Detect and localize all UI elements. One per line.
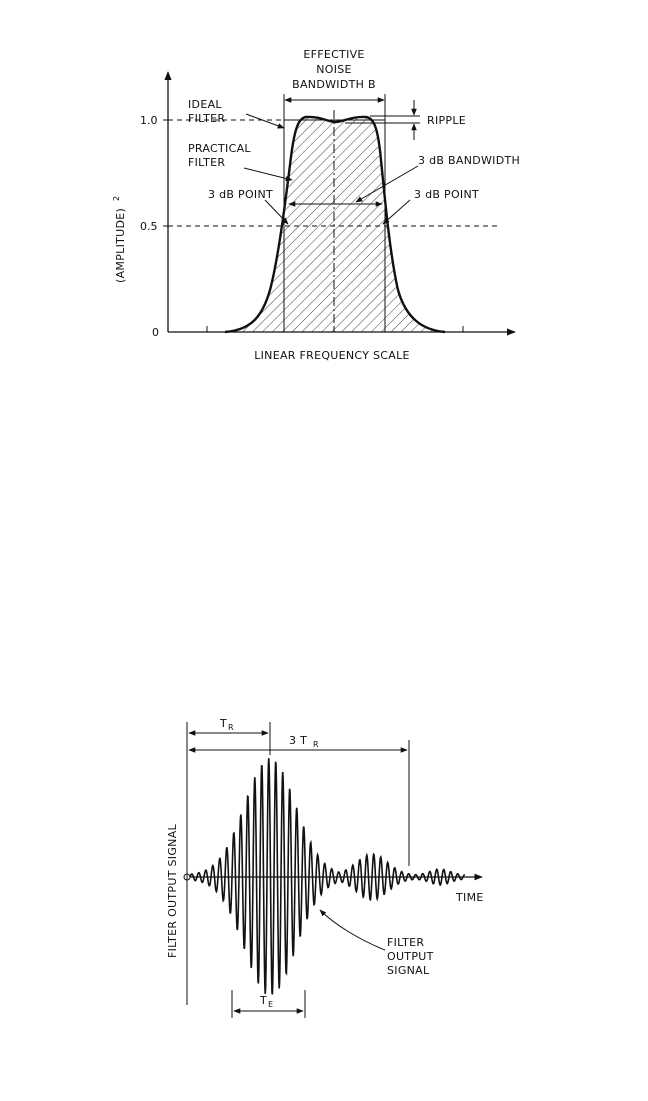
effective-label-3: BANDWIDTH B xyxy=(292,78,376,91)
3tr-label xyxy=(289,734,319,749)
y-tick-label-1: 1.0 xyxy=(140,114,158,127)
output-signal-leader xyxy=(320,910,385,950)
svg-text:3 T: 3 T xyxy=(289,734,308,747)
svg-text:T: T xyxy=(220,717,228,730)
y-axis-label xyxy=(112,196,127,283)
svg-text:2: 2 xyxy=(112,195,121,201)
ripple-label: RIPPLE xyxy=(427,114,467,127)
y-axis-label-output: FILTER OUTPUT SIGNAL xyxy=(166,824,179,958)
tr-label xyxy=(219,717,234,732)
effective-label-2: NOISE xyxy=(316,63,352,76)
ideal-filter-leader xyxy=(246,114,284,128)
3db-bandwidth-label: 3 dB BANDWIDTH xyxy=(418,154,521,167)
practical-filter-label-2: FILTER xyxy=(188,156,226,169)
svg-text:(AMPLITUDE): (AMPLITUDE) xyxy=(114,207,127,283)
ideal-filter-label-1: IDEAL xyxy=(188,98,222,111)
time-label: TIME xyxy=(456,891,484,904)
y-tick-label-05: 0.5 xyxy=(140,220,158,233)
ideal-filter-label-2: FILTER xyxy=(188,112,226,125)
practical-filter-label-1: PRACTICAL xyxy=(188,142,251,155)
output-signal-label-1: FILTER xyxy=(387,936,425,949)
svg-text:R: R xyxy=(228,723,234,732)
svg-text:R: R xyxy=(313,740,319,749)
svg-text:T: T xyxy=(260,994,268,1007)
3db-point-left-label: 3 dB POINT xyxy=(208,188,274,201)
3db-point-right-label: 3 dB POINT xyxy=(414,188,480,201)
output-signal-label-2: OUTPUT xyxy=(387,950,434,963)
filter-output-diagram xyxy=(166,717,484,1018)
effective-label-1: EFFECTIVE xyxy=(303,48,365,61)
filter-bandwidth-diagram xyxy=(112,48,520,362)
y-tick-label-0: 0 xyxy=(152,326,159,339)
x-axis-label: LINEAR FREQUENCY SCALE xyxy=(254,349,410,362)
output-signal-label-3: SIGNAL xyxy=(387,964,430,977)
passband-hatched-area xyxy=(225,117,445,332)
svg-text:E: E xyxy=(268,1000,274,1009)
te-label xyxy=(259,994,273,1009)
practical-filter-leader xyxy=(244,168,292,180)
